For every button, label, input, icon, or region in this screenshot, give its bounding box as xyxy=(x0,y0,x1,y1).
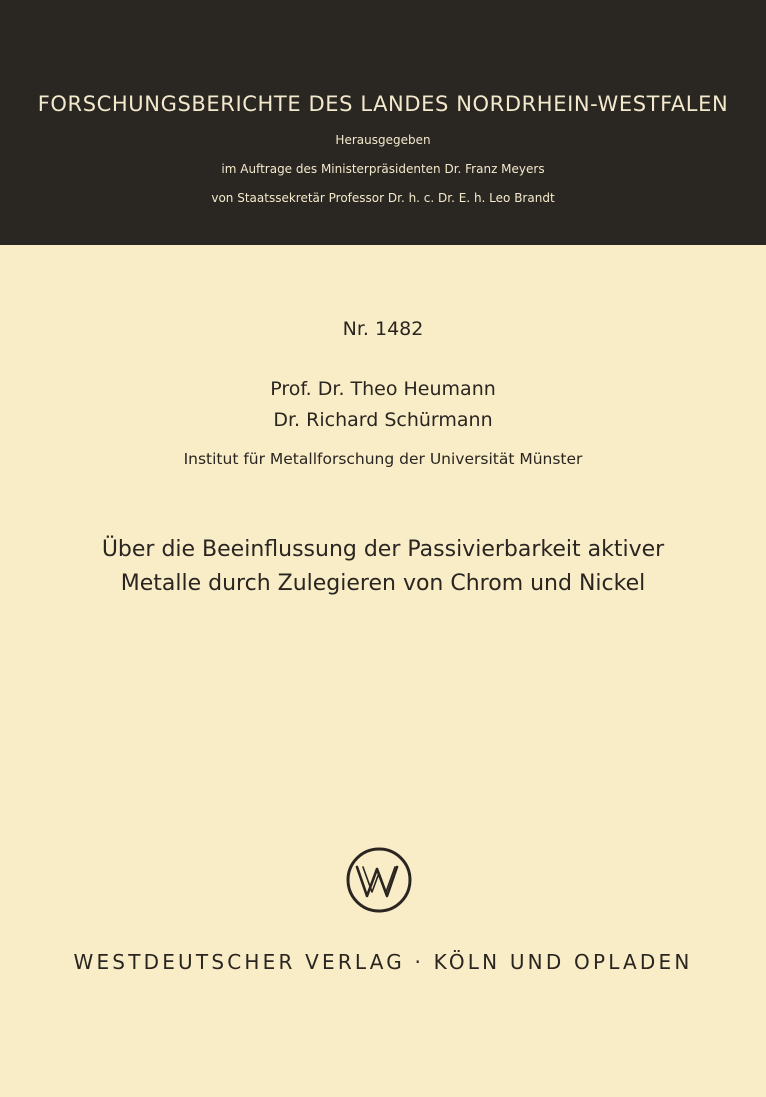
author-1: Prof. Dr. Theo Heumann xyxy=(270,378,496,400)
publisher-imprint: WESTDEUTSCHER VERLAG · KÖLN UND OPLADEN xyxy=(73,950,693,974)
series-title: FORSCHUNGSBERICHTE DES LANDES NORDRHEIN-WESTFALEN xyxy=(37,92,729,116)
header-band xyxy=(0,0,766,245)
author-2: Dr. Richard Schürmann xyxy=(273,409,493,431)
editor-commission-line: im Auftrage des Ministerpräsidenten Dr. Franz Meyers xyxy=(221,162,545,176)
report-number: Nr. 1482 xyxy=(342,318,424,340)
editor-label: Herausgegeben xyxy=(335,133,431,147)
editor-name-line: von Staatssekretär Professor Dr. h. c. Dr. E. h. Leo Brandt xyxy=(211,191,555,205)
institute: Institut für Metallforschung der Universität Münster xyxy=(183,450,583,468)
publisher-logo-icon xyxy=(345,846,413,914)
title-line-2: Metalle durch Zulegieren von Chrom und Nickel xyxy=(120,571,646,596)
title-line-1: Über die Beeinflussung der Passivierbarkeit aktiver xyxy=(101,537,665,562)
